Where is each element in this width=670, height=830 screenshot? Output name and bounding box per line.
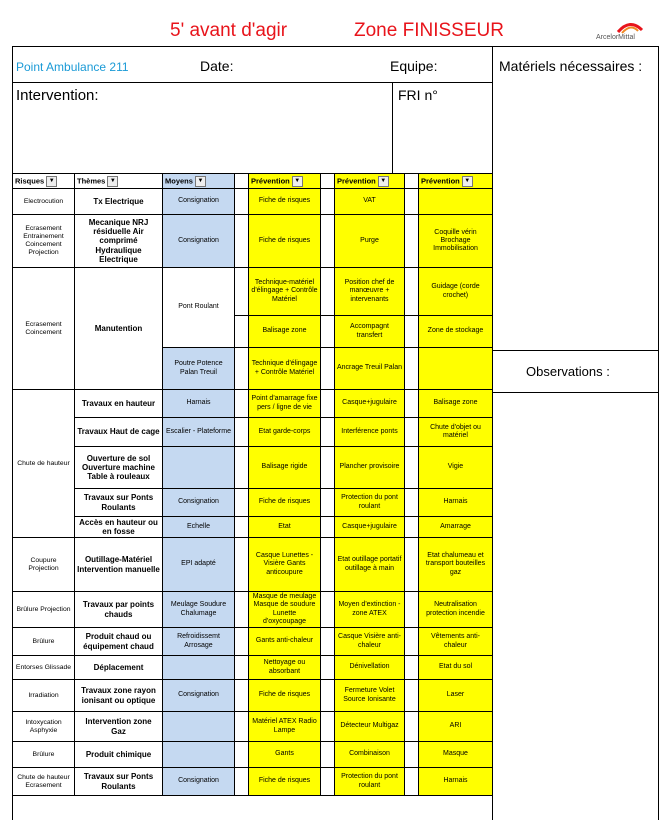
prevention-cell: Point d'amarrage fixe pers / ligne de vie	[249, 390, 321, 418]
gap-cell	[235, 418, 249, 447]
gap-cell	[235, 712, 249, 742]
prevention-cell: Accompagnt transfert	[335, 316, 405, 348]
gap-cell	[405, 489, 419, 517]
col-prevention-1: Prévention ▼	[249, 174, 321, 189]
table-row	[13, 215, 493, 268]
gap-cell	[405, 538, 419, 592]
risque-cell: Brûlure	[13, 628, 75, 656]
moyen-cell: Refroidissemt Arrosage	[163, 628, 235, 656]
table-row	[13, 768, 493, 796]
prevention-cell: Balisage zone	[419, 390, 493, 418]
moyen-cell: Poutre Potence Palan Treuil	[163, 348, 235, 390]
frame-top	[12, 46, 658, 47]
prevention-cell: Matériel ATEX Radio Lampe	[249, 712, 321, 742]
prevention-cell: Gants anti-chaleur	[249, 628, 321, 656]
gap-cell	[235, 447, 249, 489]
gap-cell	[321, 680, 335, 712]
col-prevention-2: Prévention ▼	[335, 174, 405, 189]
gap-cell	[405, 517, 419, 538]
prevention-cell: Etat outillage portatif outillage à main	[335, 538, 405, 592]
prevention-cell: Dénivellation	[335, 656, 405, 680]
prevention-cell: Guidage (corde crochet)	[419, 268, 493, 316]
theme-cell: Mecanique NRJ résiduelle Air comprimé Hydraulique Electrique	[75, 215, 163, 268]
moyen-cell	[163, 712, 235, 742]
materiels-label: Matériels nécessaires :	[499, 58, 643, 74]
col-prevention-3: Prévention ▼	[419, 174, 493, 189]
moyen-cell	[163, 656, 235, 680]
prevention-cell: Fermeture Volet Source Ionisante	[335, 680, 405, 712]
risque-cell: Electrocution	[13, 189, 75, 215]
prevention-cell: Technique-matériel d'élingage + Contrôle Matériel	[249, 268, 321, 316]
prevention-cell: Casque+jugulaire	[335, 517, 405, 538]
risque-cell: Intoxycation Asphyxie	[13, 712, 75, 742]
gap-cell	[235, 680, 249, 712]
risque-cell: Entorses Glissade	[13, 656, 75, 680]
filter-dropdown-icon[interactable]: ▼	[195, 176, 206, 187]
moyen-cell: Meulage Soudure Chalumage	[163, 592, 235, 628]
gap-cell	[235, 189, 249, 215]
gap-cell	[405, 712, 419, 742]
prevention-cell: Harnais	[419, 489, 493, 517]
gap-cell	[405, 447, 419, 489]
theme-cell: Travaux zone rayon ionisant ou optique	[75, 680, 163, 712]
moyen-cell	[163, 742, 235, 768]
gap-cell	[321, 489, 335, 517]
moyen-cell: Consignation	[163, 489, 235, 517]
prevention-cell: Nettoyage ou absorbant	[249, 656, 321, 680]
obs-bottom	[492, 392, 658, 393]
moyen-cell: EPI adapté	[163, 538, 235, 592]
gap-cell	[321, 517, 335, 538]
table-row	[13, 592, 493, 628]
table-row	[13, 418, 493, 447]
filter-dropdown-icon[interactable]: ▼	[378, 176, 389, 187]
gap-cell	[321, 768, 335, 796]
arcelormittal-logo	[596, 18, 652, 44]
gap-cell	[321, 742, 335, 768]
gap-cell	[405, 592, 419, 628]
prevention-cell: Vêtements anti-chaleur	[419, 628, 493, 656]
gap-cell	[235, 390, 249, 418]
col-risques: Risques ▼	[13, 174, 75, 189]
gap-cell	[235, 348, 249, 390]
theme-cell: Accès en hauteur ou en fosse	[75, 517, 163, 538]
prevention-cell: Protection du pont roulant	[335, 768, 405, 796]
prevention-cell: Combinaison	[335, 742, 405, 768]
prevention-cell: Moyen d'extinction - zone ATEX	[335, 592, 405, 628]
gap-cell	[405, 316, 419, 348]
gap-cell	[321, 189, 335, 215]
theme-cell: Travaux par points chauds	[75, 592, 163, 628]
gap-cell	[405, 390, 419, 418]
table-row	[13, 268, 493, 316]
frame-right	[658, 46, 659, 820]
prevention-cell: Coquille vérin Brochage Immobilisation	[419, 215, 493, 268]
gap-cell	[321, 215, 335, 268]
gap-cell	[321, 418, 335, 447]
table-row	[13, 447, 493, 489]
prevention-cell: Etat chalumeau et transport bouteilles gaz	[419, 538, 493, 592]
prevention-cell: Interférence ponts	[335, 418, 405, 447]
gap-cell	[405, 189, 419, 215]
title-right: Zone FINISSEUR	[354, 20, 504, 41]
gap-cell	[235, 215, 249, 268]
filter-dropdown-icon[interactable]: ▼	[462, 176, 473, 187]
risque-cell: Chute de hauteur Ecrasement	[13, 768, 75, 796]
table-row	[13, 489, 493, 517]
gap-cell	[321, 348, 335, 390]
prevention-cell: Etat du sol	[419, 656, 493, 680]
prevention-cell: Balisage rigide	[249, 447, 321, 489]
gap-cell	[405, 418, 419, 447]
prevention-cell: Purge	[335, 215, 405, 268]
risque-cell: Brûlure	[13, 742, 75, 768]
table-row	[13, 680, 493, 712]
prevention-cell: Etat	[249, 517, 321, 538]
gap-cell	[235, 174, 249, 189]
prevention-cell: Fiche de risques	[249, 680, 321, 712]
theme-cell: Travaux sur Ponts Roulants	[75, 768, 163, 796]
fri-label: FRI n°	[398, 87, 438, 103]
date-label: Date:	[200, 58, 234, 74]
theme-cell: Ouverture de sol Ouverture machine Table à rouleaux	[75, 447, 163, 489]
prevention-cell: Casque Lunettes - Visière Gants anticoupure	[249, 538, 321, 592]
obs-top	[492, 350, 658, 351]
observations-label: Observations :	[526, 364, 610, 379]
moyen-cell: Consignation	[163, 768, 235, 796]
gap-cell	[321, 316, 335, 348]
gap-cell	[235, 742, 249, 768]
gap-cell	[405, 174, 419, 189]
gap-cell	[235, 656, 249, 680]
prevention-cell: Détecteur Multigaz	[335, 712, 405, 742]
theme-cell: Outillage-Matériel Intervention manuelle	[75, 538, 163, 592]
logo-text: ArcelorMittal	[596, 34, 635, 41]
prevention-cell: Chute d'objet ou matériel	[419, 418, 493, 447]
table-header	[13, 174, 493, 189]
prevention-cell: Amarrage	[419, 517, 493, 538]
gap-cell	[235, 538, 249, 592]
gap-cell	[321, 174, 335, 189]
ambulance-label: Point Ambulance 211	[16, 60, 129, 74]
theme-cell: Tx Electrique	[75, 189, 163, 215]
table-row	[13, 712, 493, 742]
prevention-cell: Fiche de risques	[249, 489, 321, 517]
theme-cell: Intervention zone Gaz	[75, 712, 163, 742]
prevention-cell: Neutralisation protection incendie	[419, 592, 493, 628]
gap-cell	[235, 592, 249, 628]
theme-cell: Déplacement	[75, 656, 163, 680]
moyen-cell: Consignation	[163, 680, 235, 712]
prevention-cell: Masque	[419, 742, 493, 768]
gap-cell	[321, 592, 335, 628]
prevention-cell: Casque Visière anti-chaleur	[335, 628, 405, 656]
title-left: 5' avant d'agir	[170, 20, 288, 41]
theme-cell: Produit chaud ou équipement chaud	[75, 628, 163, 656]
gap-cell	[405, 215, 419, 268]
gap-cell	[321, 628, 335, 656]
theme-cell: Travaux Haut de cage	[75, 418, 163, 447]
col-themes: Thèmes ▼	[75, 174, 163, 189]
prevention-cell: Masque de meulage Masque de soudure Lunette d'oxycoupage	[249, 592, 321, 628]
risque-cell: Irradiation	[13, 680, 75, 712]
gap-cell	[321, 712, 335, 742]
moyen-cell: Consignation	[163, 189, 235, 215]
theme-cell: Travaux en hauteur	[75, 390, 163, 418]
gap-cell	[235, 628, 249, 656]
prevention-cell: Fiche de risques	[249, 215, 321, 268]
gap-cell	[405, 768, 419, 796]
prevention-cell: VAT	[335, 189, 405, 215]
gap-cell	[235, 316, 249, 348]
prevention-cell: Fiche de risques	[249, 768, 321, 796]
filter-dropdown-icon[interactable]: ▼	[107, 176, 118, 187]
prevention-cell: Gants	[249, 742, 321, 768]
table-row	[13, 628, 493, 656]
prevention-cell: Fiche de risques	[249, 189, 321, 215]
intervention-label: Intervention:	[16, 87, 99, 104]
risque-cell: Chute de hauteur	[13, 390, 75, 538]
gap-cell	[321, 447, 335, 489]
table-row	[13, 390, 493, 418]
table-row	[13, 538, 493, 592]
prevention-cell: Harnais	[419, 768, 493, 796]
gap-cell	[235, 489, 249, 517]
moyen-cell: Escalier - Plateforme	[163, 418, 235, 447]
prevention-cell: Technique d'élingage + Contrôle Matériel	[249, 348, 321, 390]
gap-cell	[405, 742, 419, 768]
prevention-cell: Balisage zone	[249, 316, 321, 348]
filter-dropdown-icon[interactable]: ▼	[292, 176, 303, 187]
table-row	[13, 189, 493, 215]
gap-cell	[405, 628, 419, 656]
gap-cell	[405, 656, 419, 680]
moyen-cell: Harnais	[163, 390, 235, 418]
filter-dropdown-icon[interactable]: ▼	[46, 176, 57, 187]
table-row	[13, 742, 493, 768]
gap-cell	[321, 538, 335, 592]
risque-cell: Ecrasement Entrainement Coincement Projection	[13, 215, 75, 268]
prevention-cell: ARI	[419, 712, 493, 742]
prevention-cell: Laser	[419, 680, 493, 712]
prevention-cell: Vigie	[419, 447, 493, 489]
moyen-cell: Echelle	[163, 517, 235, 538]
moyen-cell: Consignation	[163, 215, 235, 268]
risque-cell: Coupure Projection	[13, 538, 75, 592]
col-moyens: Moyens ▼	[163, 174, 235, 189]
theme-cell: Travaux sur Ponts Roulants	[75, 489, 163, 517]
gap-cell	[321, 390, 335, 418]
moyen-cell	[163, 447, 235, 489]
info-divider	[12, 82, 492, 83]
gap-cell	[321, 268, 335, 316]
moyen-cell: Pont Roulant	[163, 268, 235, 348]
prevention-cell: Zone de stockage	[419, 316, 493, 348]
gap-cell	[405, 680, 419, 712]
gap-cell	[321, 656, 335, 680]
gap-cell	[405, 268, 419, 316]
prevention-cell	[419, 348, 493, 390]
table-row	[13, 517, 493, 538]
prevention-cell: Ancrage Treuil Palan	[335, 348, 405, 390]
equipe-label: Equipe:	[390, 58, 438, 74]
risque-cell: Brûlure Projection	[13, 592, 75, 628]
risque-cell: Ecrasement Coincement	[13, 268, 75, 390]
prevention-cell: Etat garde-corps	[249, 418, 321, 447]
prevention-cell: Casque+jugulaire	[335, 390, 405, 418]
table-row	[13, 656, 493, 680]
gap-cell	[235, 517, 249, 538]
risk-table	[12, 173, 493, 796]
prevention-cell: Position chef de manœuvre + intervenants	[335, 268, 405, 316]
gap-cell	[235, 768, 249, 796]
prevention-cell: Plancher provisoire	[335, 447, 405, 489]
prevention-cell: Protection du pont roulant	[335, 489, 405, 517]
gap-cell	[235, 268, 249, 316]
gap-cell	[405, 348, 419, 390]
prevention-cell	[419, 189, 493, 215]
fri-divider	[392, 82, 393, 173]
theme-cell: Produit chimique	[75, 742, 163, 768]
theme-cell: Manutention	[75, 268, 163, 390]
